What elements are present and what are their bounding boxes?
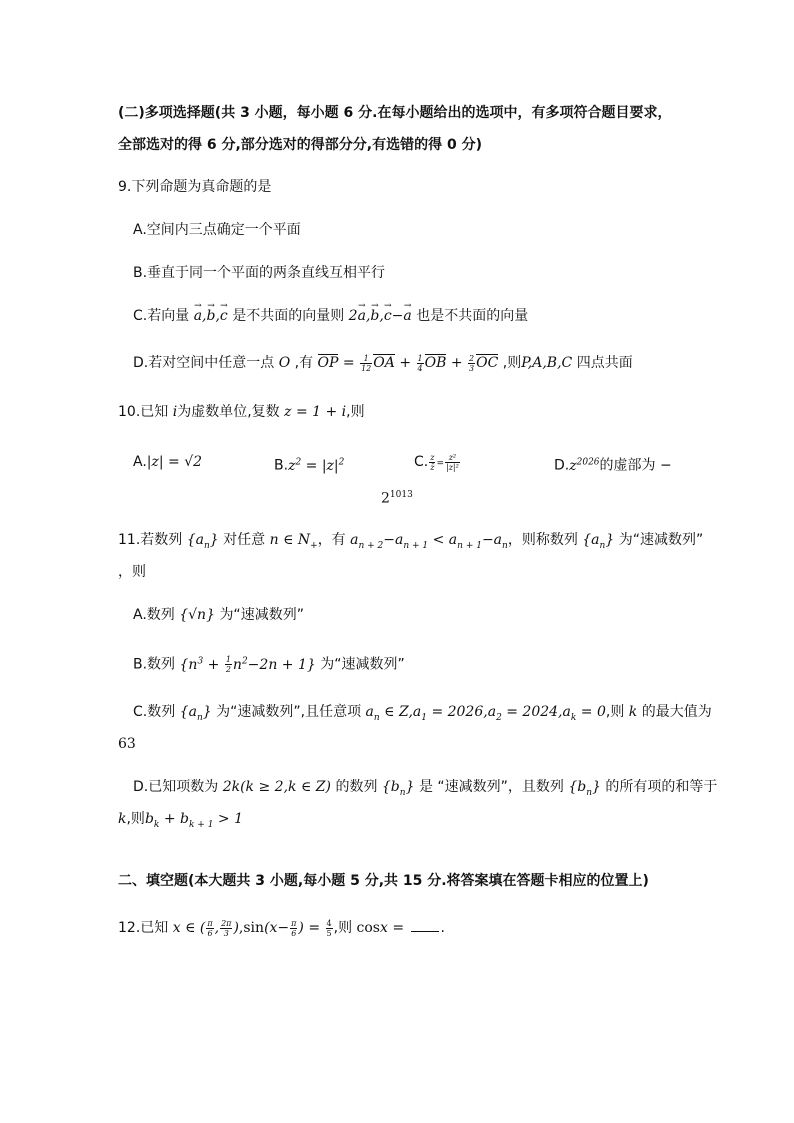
q11-d-prefix: D.已知项数为: [133, 779, 219, 795]
q10-z-def: z = 1 + i: [284, 404, 347, 420]
q11-c-mid2: ,则: [605, 704, 625, 720]
q9-c-vectors: → a,→ b,→ c: [194, 308, 228, 324]
q10-option-c: C. $\frac{z}{z̄}$ = $\frac{\text{z²}}{\text{|z|²}}$: [414, 452, 459, 472]
q10-d-label: D.: [554, 457, 570, 474]
q11-a-prefix: A.数列: [133, 607, 175, 623]
q11-stem-mid1: 对任意: [223, 532, 266, 548]
section-header-fill: 二、填空题(本大题共 3 小题,每小题 5 分,共 15 分.将答案填在答题卡相应的位置上): [118, 873, 649, 889]
q9-option-b: B.垂直于同一个平面的两条直线互相平行: [133, 265, 386, 281]
q11-c-mid1: 为“速减数列”,且任意项: [216, 704, 362, 720]
q9-d-points: P,A,B,C: [521, 355, 573, 371]
q11-b-suffix: 为“速减数列”: [320, 656, 405, 673]
q11-option-c: C.数列 $\{a_n\}$ 为“速减数列”,且任意项 $a_n$ ∈ $Z,a_1 = 2026,a_2 = 2024,a_k = 0$,则 k 的最大值为: [133, 704, 712, 723]
q10-c-label: C.: [414, 454, 429, 470]
q10-stem: [118, 402, 365, 422]
q9-option-a: A.空间内三点确定一个平面: [133, 222, 301, 238]
q11-c-prefix: C.数列: [133, 704, 176, 720]
q11-stem: 11.若数列 $\{a_n\}$ 对任意 n ∈ $N_+$，有 $a_{n + 2}-a_{n + 1} < a_{n + 1}-a_n$，则称数列 $\{a_n\}$ 为“速减数列”: [118, 532, 704, 551]
q10-d-cont-base: 2: [381, 490, 390, 507]
q12-end: .: [440, 920, 445, 936]
q11-a-suffix: 为“速减数列”: [219, 607, 304, 623]
q11-stem-prefix: 11.若数列: [118, 532, 183, 548]
q12-mid: ,则: [333, 920, 353, 936]
section-header-line1: (二)多项选择题(共 3 小题，每小题 6 分.在每小题给出的选项中，有多项符合题目要求，: [118, 105, 672, 121]
q10-d-cont-exp: 1013: [389, 490, 413, 500]
q9-stem: 9.下列命题为真命题的是: [118, 179, 272, 195]
q10-option-d-cont: [381, 485, 413, 509]
q10-option-b: $B.z^2 = |z|^2$: [274, 457, 345, 474]
q11-d-mid1: 的数列: [335, 779, 378, 795]
q11-stem-end: 为“速减数列”: [618, 532, 704, 548]
q10-stem-prefix: 10.已知: [118, 404, 169, 420]
q9-option-d: [133, 353, 633, 373]
q10-option-d: $D.z^{2026}$的虚部为 −: [554, 457, 672, 474]
q10-stem-end: ,则: [346, 404, 365, 420]
q9-d-mid: ,有: [294, 355, 314, 371]
q9-d-suffix: ,则: [502, 355, 522, 371]
q9-c-mid: 是不共面的向量则: [232, 308, 345, 324]
q9-c-suffix: 也是不共面的向量: [416, 308, 529, 324]
q9-d-equation: OP = $\frac{1}{12}$ OA + $\frac{1}{4}$ OB + $\frac{2}{3}$ OC: [317, 353, 499, 373]
q10-option-a: A.|z| = √2: [133, 454, 203, 470]
q11-option-d-cont: k,则$b_k + b_{k + 1} > 1$: [118, 811, 243, 830]
q12-prefix: 12.已知: [118, 920, 169, 936]
q9-c-prefix: C.若向量: [133, 308, 190, 324]
q11-d-end: 的所有项的和等于: [605, 779, 718, 795]
q11-stem-cont: ，则: [118, 564, 146, 580]
q10-d-mid: 的虚部为 −: [599, 457, 672, 474]
q10-d-exponent: 2026: [576, 457, 600, 467]
section-header-line2: 全部选对的得 6 分,部分选对的得部分分,有选错的得 0 分): [118, 137, 483, 153]
q9-d-end: 四点共面: [576, 355, 633, 371]
q9-option-c: [133, 306, 528, 326]
q11-option-c-cont: 63: [118, 736, 136, 752]
q11-option-a: A.数列 {√n} 为“速减数列”: [133, 607, 304, 623]
q9-d-prefix: D.若对空间中任意一点: [133, 355, 275, 371]
q10-var-i: i: [172, 404, 178, 420]
q11-stem-mid2: ，有: [317, 532, 346, 548]
q11-c-end: 的最大值为: [641, 704, 712, 720]
q11-d-cont-mid: ,则: [126, 811, 145, 827]
q12-answer-blank[interactable]: [411, 931, 439, 932]
q9-d-point-o: O: [278, 355, 291, 371]
q11-b-prefix: B.数列: [133, 656, 176, 673]
q12-stem: 12.已知 x ∈ ( $\frac{\pi}{6}$ , $\frac{2\pi}{3}$ ),sin(x− $\frac{\pi}{6}$ ) = $\frac{4}{5}$ ,则 cosx = .: [118, 918, 445, 938]
q10-b-label: B.: [274, 457, 289, 474]
q10-a-label: A.: [133, 454, 147, 470]
q11-d-mid2: 是 “速减数列”，且数列: [418, 779, 564, 795]
q11-stem-mid3: ，则称数列: [507, 532, 578, 548]
q11-option-b: B.数列 {$n^3$ + $\frac{1}{2}$ $n^2-2n + 1$} 为“速减数列”: [133, 655, 405, 675]
q11-option-d: D.已知项数为 2k(k ≥ 2,k ∈ Z) 的数列 $\{b_n\}$ 是 “速减数列”，且数列 $\{b_n\}$ 的所有项的和等于: [133, 779, 718, 798]
q10-stem-mid: 为虚数单位,复数: [177, 404, 280, 420]
q9-c-new-vectors: 2→ a,→ b,→ c−→ a: [349, 308, 412, 324]
